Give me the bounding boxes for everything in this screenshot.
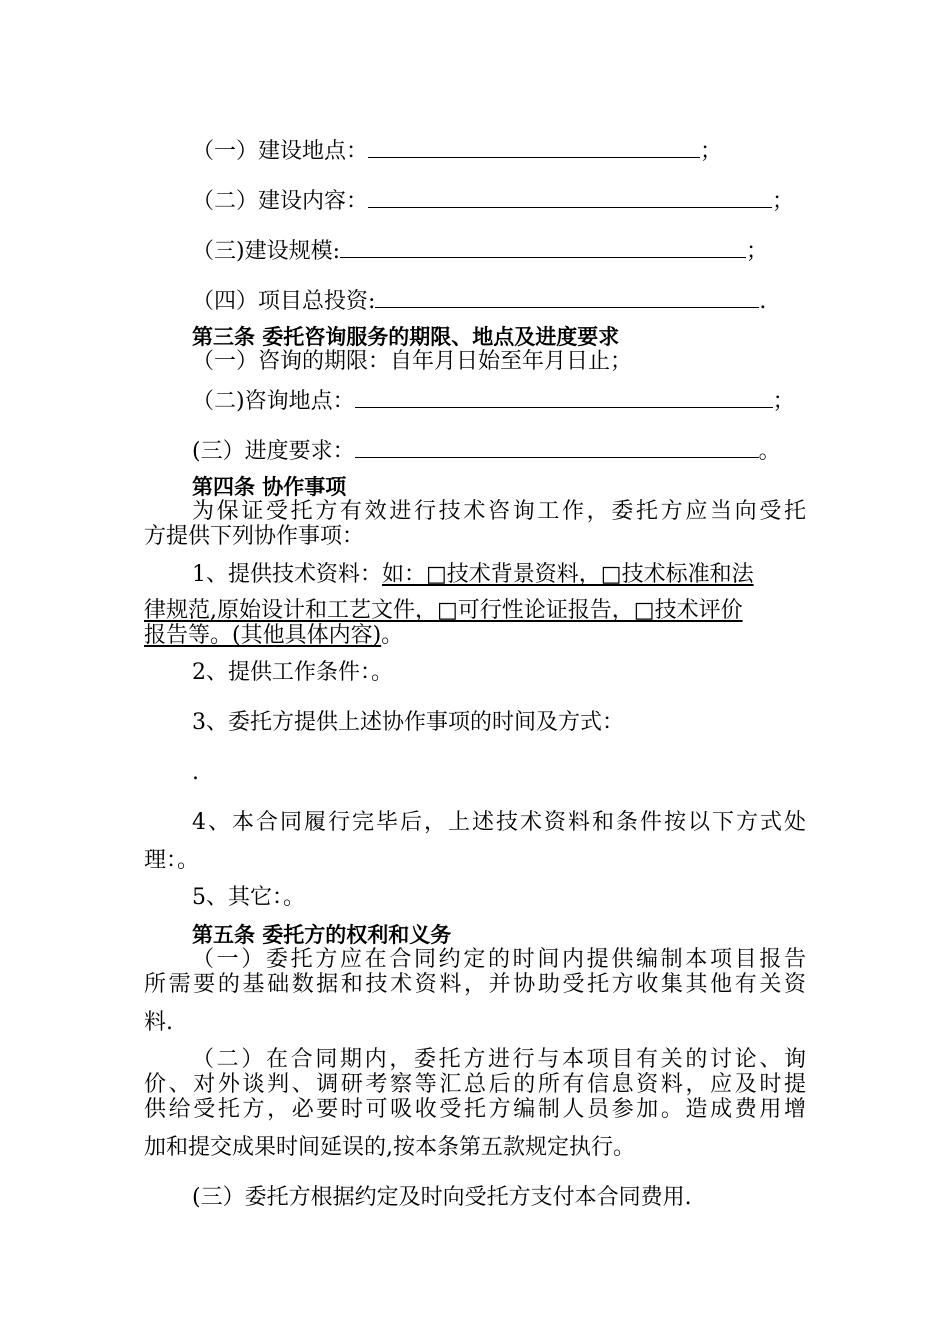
client-duty2-line4: 加和提交成果时间延误的,按本条第五款规定执行。 xyxy=(144,1135,635,1160)
post-contract-line2: 理：。 xyxy=(144,848,200,873)
provide-materials-examples-1: 如：□技术背景资料，□技术标准和法 xyxy=(382,562,754,587)
client-duty1-line1: （一）委托方应在合同约定的时间内提供编制本项目报告 xyxy=(192,947,806,972)
client-duty1-line3: 料. xyxy=(144,1010,173,1035)
progress-requirement-label: (三）进度要求： xyxy=(192,439,355,464)
provide-materials-line3 xyxy=(144,623,403,649)
progress-requirement-blank[interactable] xyxy=(355,437,759,458)
construction-content-end: ； xyxy=(772,189,795,214)
consulting-location-end: ； xyxy=(772,389,795,414)
construction-scale-label: （三)建设规模: xyxy=(192,239,340,264)
provide-materials-prefix: 1、提供技术资料： xyxy=(192,562,382,587)
consulting-location-blank[interactable] xyxy=(355,387,773,408)
construction-content-blank[interactable] xyxy=(368,187,772,208)
construction-site-label: （一）建设地点： xyxy=(192,139,369,164)
client-duty2-line3: 供给受托方，必要时可吸收受托方编制人员参加。造成费用增 xyxy=(144,1097,806,1122)
progress-requirement-end: 。 xyxy=(758,439,781,464)
provide-materials-line1 xyxy=(192,562,754,588)
total-investment-end: . xyxy=(759,289,767,314)
cooperation-time-cont: . xyxy=(192,760,199,785)
client-duty2-line1: （二）在合同期内，委托方进行与本项目有关的讨论、询 xyxy=(192,1047,806,1072)
client-duty2-line2: 价、对外谈判、调研考察等汇总后的所有信息资料，应及时提 xyxy=(144,1072,806,1097)
consulting-period-line: （一）咨询的期限：自年月日始至年月日止； xyxy=(192,349,633,374)
total-investment-label: （四）项目总投资: xyxy=(192,289,376,314)
article4-heading: 第四条 协作事项 xyxy=(192,475,347,499)
provide-materials-end: 。 xyxy=(381,623,404,648)
work-conditions-line: 2、提供工作条件：。 xyxy=(192,660,393,685)
construction-content-line xyxy=(192,187,794,215)
article4-intro-line2: 方提供下列协作事项： xyxy=(144,524,365,549)
construction-site-blank[interactable] xyxy=(368,137,700,158)
construction-scale-end: ； xyxy=(746,239,769,264)
total-investment-blank[interactable] xyxy=(375,287,759,308)
provide-materials-examples-3: 报告等。(其他具体内容) xyxy=(144,623,382,648)
consulting-location-label: （二)咨询地点： xyxy=(192,389,355,414)
construction-site-line xyxy=(192,137,722,165)
provide-materials-line2 xyxy=(144,598,743,624)
client-duty3-line: (三）委托方根据约定及时向受托方支付本合同费用. xyxy=(192,1185,692,1210)
construction-content-label: （二）建设内容： xyxy=(192,189,369,214)
article5-heading: 第五条 委托方的权利和义务 xyxy=(192,923,452,947)
provide-materials-examples-2: 律规范,原始设计和工艺文件，□可行性论证报告，□技术评价 xyxy=(144,598,743,623)
article3-heading: 第三条 委托咨询服务的期限、地点及进度要求 xyxy=(192,325,620,349)
cooperation-time-line: 3、委托方提供上述协作事项的时间及方式： xyxy=(192,710,624,735)
other-line: 5、其它：。 xyxy=(192,885,305,910)
progress-requirement-line xyxy=(192,437,781,465)
total-investment-line xyxy=(192,287,766,315)
construction-scale-line xyxy=(192,237,768,265)
consulting-location-line xyxy=(192,387,795,415)
post-contract-line1: 4、本合同履行完毕后，上述技术资料和条件按以下方式处 xyxy=(192,810,806,835)
article4-intro-line1: 为保证受托方有效进行技术咨询工作，委托方应当向受托 xyxy=(192,499,806,524)
construction-scale-blank[interactable] xyxy=(340,237,746,258)
client-duty1-line2: 所需要的基础数据和技术资料，并协助受托方收集其他有关资 xyxy=(144,972,806,997)
construction-site-end: ； xyxy=(700,139,723,164)
